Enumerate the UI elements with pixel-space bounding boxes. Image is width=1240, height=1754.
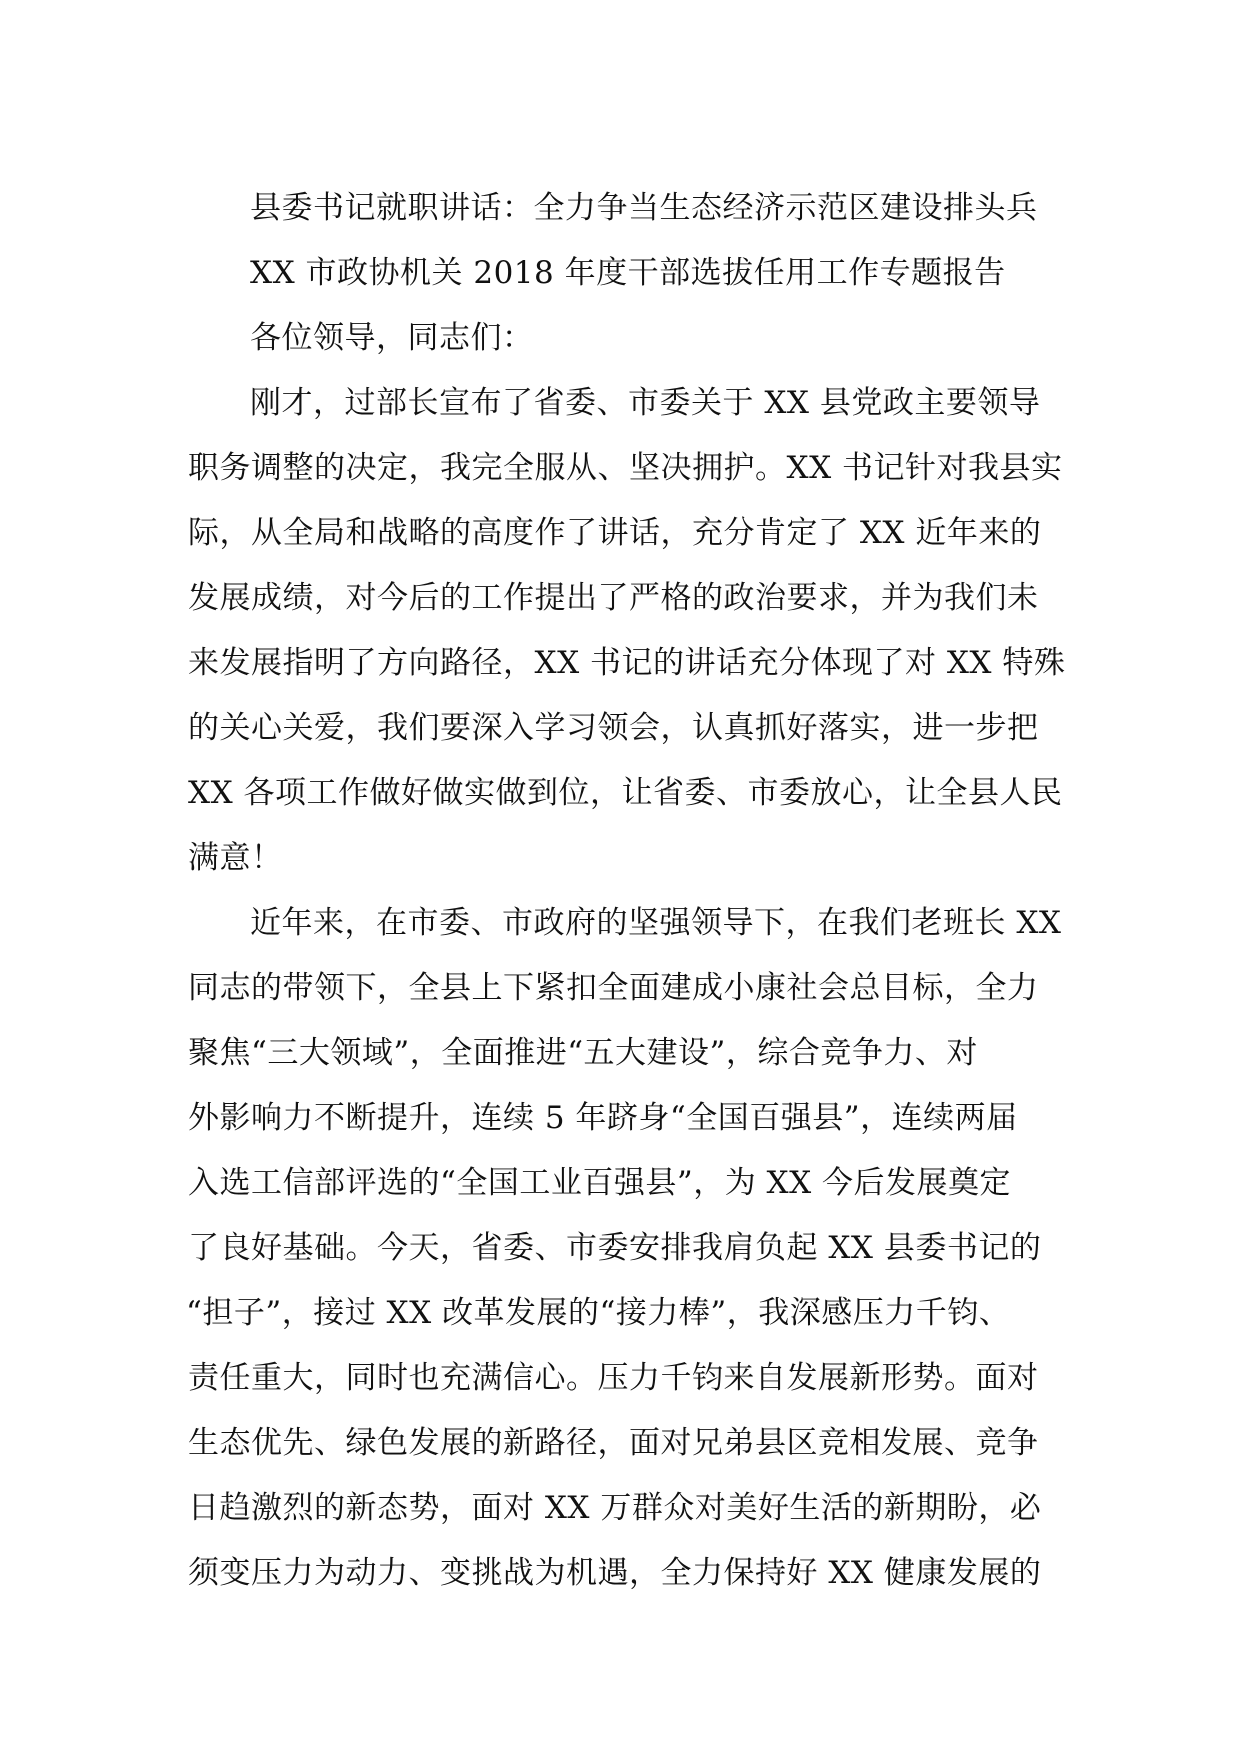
document-page (186, 176, 1066, 1606)
paragraph-2-line: 外影响力不断提升，连续 5 年跻身“全国百强县”，连续两届 (188, 1100, 1018, 1136)
paragraph-2-line: 同志的带领下，全县上下紧扣全面建成小康社会总目标，全力 (188, 970, 1039, 1006)
paragraph-2-line: 入选工信部评选的“全国工业百强县”，为 XX 今后发展奠定 (188, 1165, 1012, 1201)
paragraph-1-line: 发展成绩，对今后的工作提出了严格的政治要求，并为我们未 (188, 580, 1039, 616)
paragraph-2-line: 责任重大，同时也充满信心。压力千钧来自发展新形势。面对 (188, 1360, 1039, 1396)
paragraph-1-line: 满意！ (188, 840, 283, 876)
paragraph-2-line: 了良好基础。今天，省委、市委安排我肩负起 XX 县委书记的 (188, 1230, 1042, 1266)
paragraph-2-line: 日趋激烈的新态势，面对 XX 万群众对美好生活的新期盼，必 (188, 1490, 1042, 1526)
paragraph-1-line: 际，从全局和战略的高度作了讲话，充分肯定了 XX 近年来的 (188, 515, 1042, 551)
salutation: 各位领导，同志们： (250, 320, 534, 356)
paragraph-1-line: 的关心关爱，我们要深入学习领会，认真抓好落实，进一步把 (188, 710, 1039, 746)
paragraph-1-line: 职务调整的决定，我完全服从、坚决拥护。XX 书记针对我县实 (188, 450, 1063, 486)
paragraph-1-line: 刚才，过部长宣布了省委、市委关于 XX 县党政主要领导 (250, 385, 1041, 421)
paragraph-1-line: XX 各项工作做好做实做到位，让省委、市委放心，让全县人民 (188, 775, 1063, 811)
paragraph-1-line: 来发展指明了方向路径，XX 书记的讲话充分体现了对 XX 特殊 (188, 645, 1066, 681)
paragraph-2-line: 生态优先、绿色发展的新路径，面对兄弟县区竞相发展、竞争 (188, 1425, 1039, 1461)
document-title: 县委书记就职讲话：全力争当生态经济示范区建设排头兵 (250, 190, 1038, 226)
paragraph-2-line: 聚焦“三大领域”，全面推进“五大建设”，综合竞争力、对 (188, 1035, 978, 1071)
document-subtitle: XX 市政协机关 2018 年度干部选拔任用工作专题报告 (250, 255, 1006, 291)
paragraph-2-line: 近年来，在市委、市政府的坚强领导下，在我们老班长 XX (250, 905, 1062, 941)
paragraph-2-line: 须变压力为动力、变挑战为机遇，全力保持好 XX 健康发展的 (188, 1555, 1042, 1591)
paragraph-2-line: “担子”，接过 XX 改革发展的“接力棒”，我深感压力千钧、 (186, 1295, 1011, 1331)
